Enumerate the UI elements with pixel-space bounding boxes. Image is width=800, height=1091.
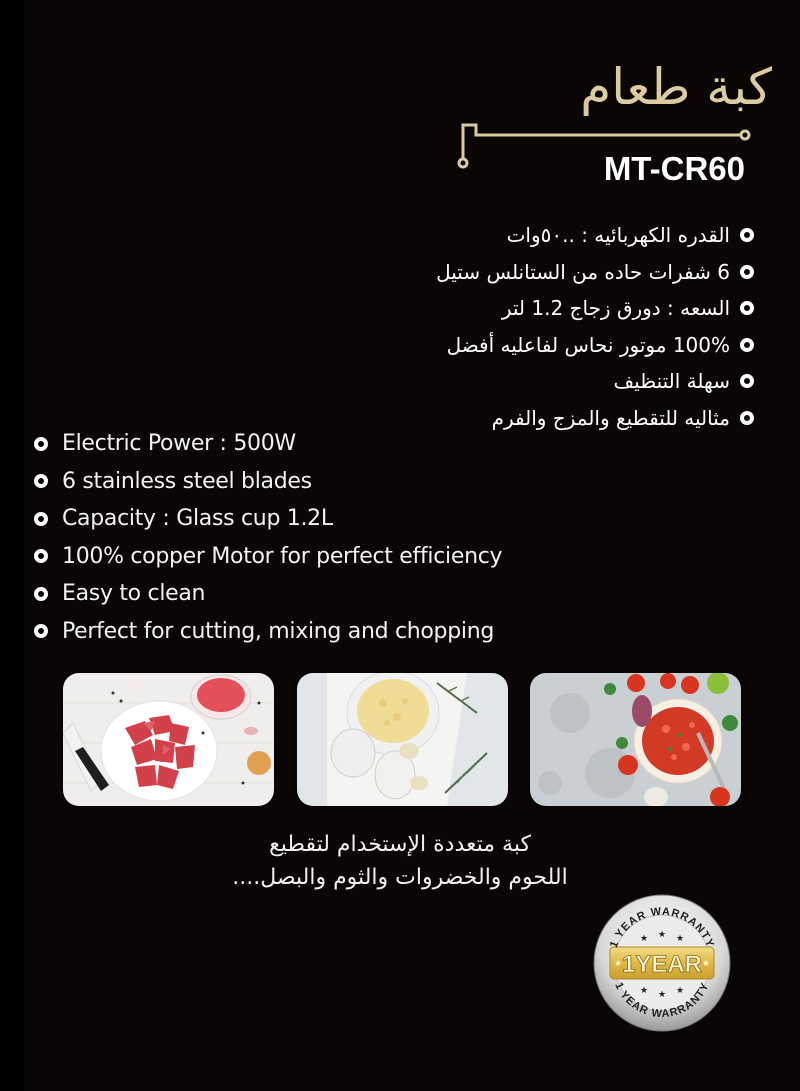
ring-bullet-icon xyxy=(34,587,48,601)
ring-bullet-icon xyxy=(34,624,48,638)
ring-bullet-icon xyxy=(34,512,48,526)
warranty-badge-icon xyxy=(592,893,732,1033)
left-edge-strip xyxy=(0,0,24,1091)
feature-ar-item: سهلة التنظيف xyxy=(436,363,754,400)
svg-text:★: ★ xyxy=(657,990,667,1000)
product-title-arabic: كبة طعام xyxy=(580,58,772,116)
feature-en-item: Electric Power : 500W xyxy=(34,425,502,463)
photo-tomato-salsa xyxy=(530,673,741,806)
ring-bullet-icon xyxy=(34,474,48,488)
svg-text:★: ★ xyxy=(639,934,649,944)
feature-en-item: Capacity : Glass cup 1.2L xyxy=(34,500,502,538)
feature-en-item: Easy to clean xyxy=(34,575,502,613)
svg-text:1 YEAR WARRANTY: 1 YEAR WARRANTY xyxy=(607,905,717,950)
feature-ar-item: 100% موتور نحاس لفاعليه أفضل xyxy=(436,327,754,364)
feature-ar-item: القدره الكهربائيه : ..٥٠وات xyxy=(436,217,754,254)
feature-ar-item: السعه : دورق زجاج 1.2 لتر xyxy=(436,290,754,327)
feature-en-item: 100% copper Motor for perfect efficiency xyxy=(34,538,502,576)
photo-diced-meat xyxy=(63,673,274,806)
feature-en-item: Perfect for cutting, mixing and chopping xyxy=(34,613,502,651)
svg-text:★: ★ xyxy=(657,930,667,940)
svg-text:★: ★ xyxy=(675,986,685,996)
photo-minced-garlic xyxy=(297,673,508,806)
svg-text:★: ★ xyxy=(613,959,623,969)
ring-bullet-icon xyxy=(740,228,754,242)
ring-bullet-icon xyxy=(740,411,754,425)
features-english-list xyxy=(34,425,502,650)
svg-text:★: ★ xyxy=(701,959,711,969)
features-arabic-list xyxy=(436,217,754,436)
svg-text:★: ★ xyxy=(639,986,649,996)
feature-ar-item: 6 شفرات حاده من الستانلس ستيل xyxy=(436,254,754,291)
feature-ar-item: مثاليه للتقطيع والمزج والفرم xyxy=(436,400,754,437)
model-number: MT-CR60 xyxy=(603,150,745,187)
svg-text:1 YEAR WARRANTY: 1 YEAR WARRANTY xyxy=(612,980,712,1021)
ring-bullet-icon xyxy=(34,549,48,563)
caption-arabic xyxy=(0,828,800,894)
food-photos-row xyxy=(63,673,743,806)
ring-bullet-icon xyxy=(740,338,754,352)
feature-en-item: 6 stainless steel blades xyxy=(34,463,502,501)
caption-line-2: اللحوم والخضروات والثوم والبصل.... xyxy=(232,865,568,890)
ring-bullet-icon xyxy=(740,374,754,388)
ring-bullet-icon xyxy=(740,301,754,315)
caption-line-1: كبة متعددة الإستخدام لتقطيع xyxy=(269,832,531,857)
svg-text:★: ★ xyxy=(675,934,685,944)
ring-bullet-icon xyxy=(740,265,754,279)
ring-bullet-icon xyxy=(34,437,48,451)
svg-text:1YEAR: 1YEAR xyxy=(621,951,703,978)
